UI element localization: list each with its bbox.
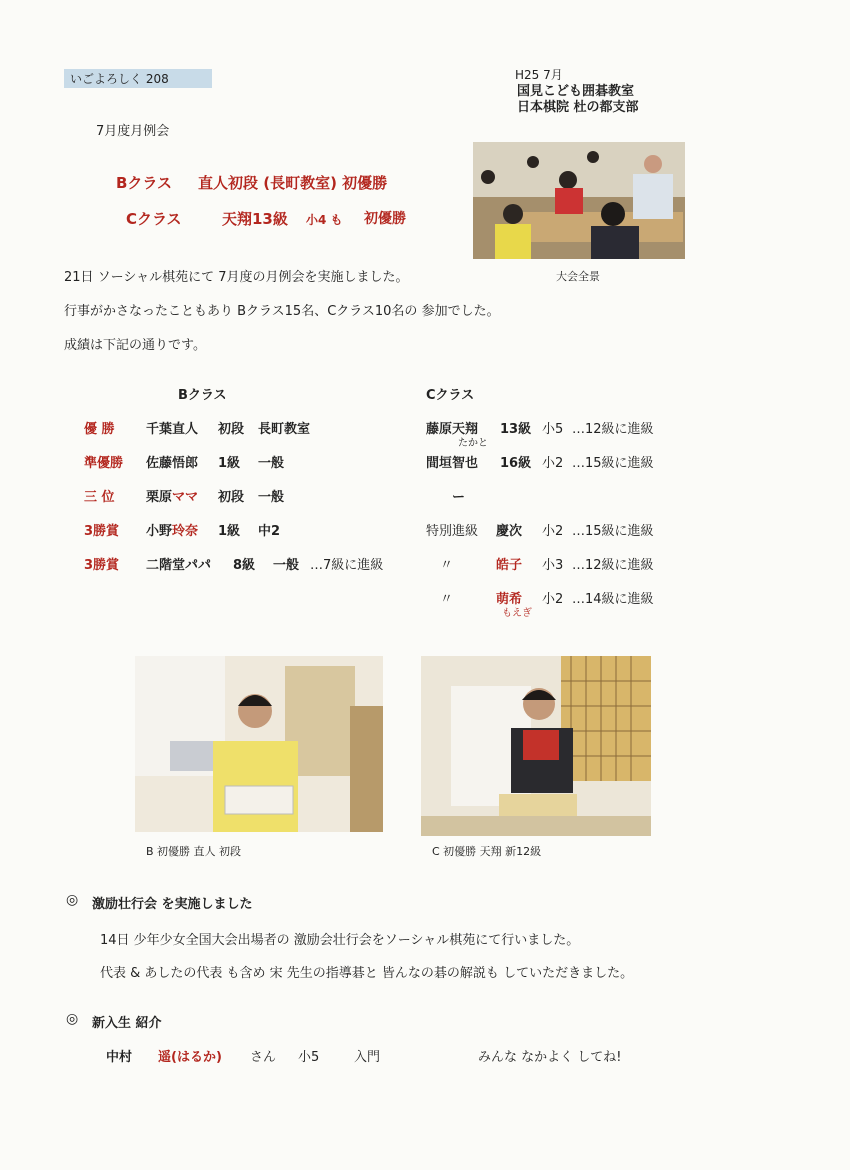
c-note: …15級に進級 [572,456,654,471]
c-name: 間垣智也 [426,456,479,471]
new-member-suffix: さん [250,1050,277,1065]
photo-c-winner [421,656,651,836]
c-grade: 小2 [542,456,564,471]
b-name: 小野玲奈 [146,524,199,539]
c-ruby: たかと [458,438,488,449]
header-org1: 国見こども囲碁教室 [517,84,635,99]
new-member-grade: 小5 [298,1050,320,1065]
bullet-icon: ◎ [66,1011,79,1027]
b-name-highlight: ママ [172,490,199,505]
photo-tournament-overview [473,142,685,259]
b-affiliation: 中2 [258,524,281,539]
c-grade: 小2 [542,524,564,539]
b-name-highlight: 玲奈 [172,524,199,539]
c-prefix: 〃 [440,558,454,573]
bullet-icon: ◎ [66,892,79,908]
c-note: …12級に進級 [572,558,654,573]
b-name: 二階堂パパ [146,558,212,573]
b-name: 栗原ママ [146,490,199,505]
b-rank-level: 初段 [218,490,245,505]
new-member-surname: 中村 [106,1050,133,1065]
headline-b-winner: 直人初段 (長町教室) 初優勝 [198,174,388,192]
rally-line-2: 代表 & あしたの代表 も含め 宋 先生の指導碁と 皆んなの碁の解説も していただきました。 [100,966,634,981]
b-rank: 3勝賞 [84,524,120,539]
headline-c-winner: 天翔13級 [222,210,288,228]
b-affiliation: 一般 [258,490,285,505]
b-rank-level: 8級 [233,558,256,573]
b-affiliation: 一般 [273,558,300,573]
intro-line-1: 21日 ソーシャル棋苑にて 7月度の月例会を実施しました。 [64,270,409,285]
c-name: 藤原天翔 [426,422,479,437]
c-grade: 小5 [542,422,564,437]
b-name: 千葉直人 [146,422,199,437]
photo-b-caption: B 初優勝 直人 初段 [146,845,242,858]
b-affiliation: 長町教室 [258,422,311,437]
header-org2: 日本棋院 杜の都支部 [517,100,639,115]
headline-c-class: Cクラス [126,210,182,228]
photo-c-caption: C 初優勝 天翔 新12級 [432,845,542,858]
c-rank-level: 13級 [500,422,532,437]
b-rank: 準優勝 [84,456,124,471]
headline-b-class: Bクラス [116,174,172,192]
c-ruby: もえぎ [502,608,532,619]
new-member-given: 遥(はるか) [158,1050,222,1065]
c-name: 慶次 [496,524,523,539]
b-rank: 3勝賞 [84,558,120,573]
c-prefix: 〃 [440,592,454,607]
newsletter-tag: いごよろしく 208 [64,69,212,88]
c-name: 萌希 [496,592,523,607]
b-name: 佐藤悟郎 [146,456,199,471]
c-note: …12級に進級 [572,422,654,437]
headline-c-result: 初優勝 [364,211,406,227]
c-results-heading: Cクラス [426,388,475,403]
b-results-heading: Bクラス [178,388,227,403]
c-rank-level: 16級 [500,456,532,471]
rally-title: 激励壮行会 を実施しました [92,897,253,912]
b-rank: 優 勝 [84,422,115,437]
new-member-message: みんな なかよく してね! [478,1050,622,1065]
intro-line-2: 行事がかさなったこともあり Bクラス15名、Cクラス10名の 参加でした。 [64,304,500,319]
new-member-title: 新入生 紹介 [92,1016,162,1031]
b-rank-level: 1級 [218,456,241,471]
c-name: 皓子 [496,558,523,573]
c-grade: 小2 [542,592,564,607]
photo-top-caption: 大会全景 [556,270,600,283]
b-rank: 三 位 [84,490,115,505]
b-rank-level: 1級 [218,524,241,539]
page-title: 7月度月例会 [96,124,170,139]
b-rank-level: 初段 [218,422,245,437]
new-member-status: 入門 [354,1050,381,1065]
c-grade: 小3 [542,558,564,573]
intro-line-3: 成績は下記の通りです。 [64,338,206,353]
photo-b-winner [135,656,383,832]
b-note: …7級に進級 [310,558,384,573]
header-date: H25 7月 [515,68,563,82]
c-name: ー [452,490,466,505]
c-prefix: 特別進級 [426,524,479,539]
c-note: …15級に進級 [572,524,654,539]
rally-line-1: 14日 少年少女全国大会出場者の 激励会壮行会をソーシャル棋苑にて行いました。 [100,933,580,948]
headline-c-grade: 小4 も [306,213,343,227]
b-affiliation: 一般 [258,456,285,471]
c-note: …14級に進級 [572,592,654,607]
